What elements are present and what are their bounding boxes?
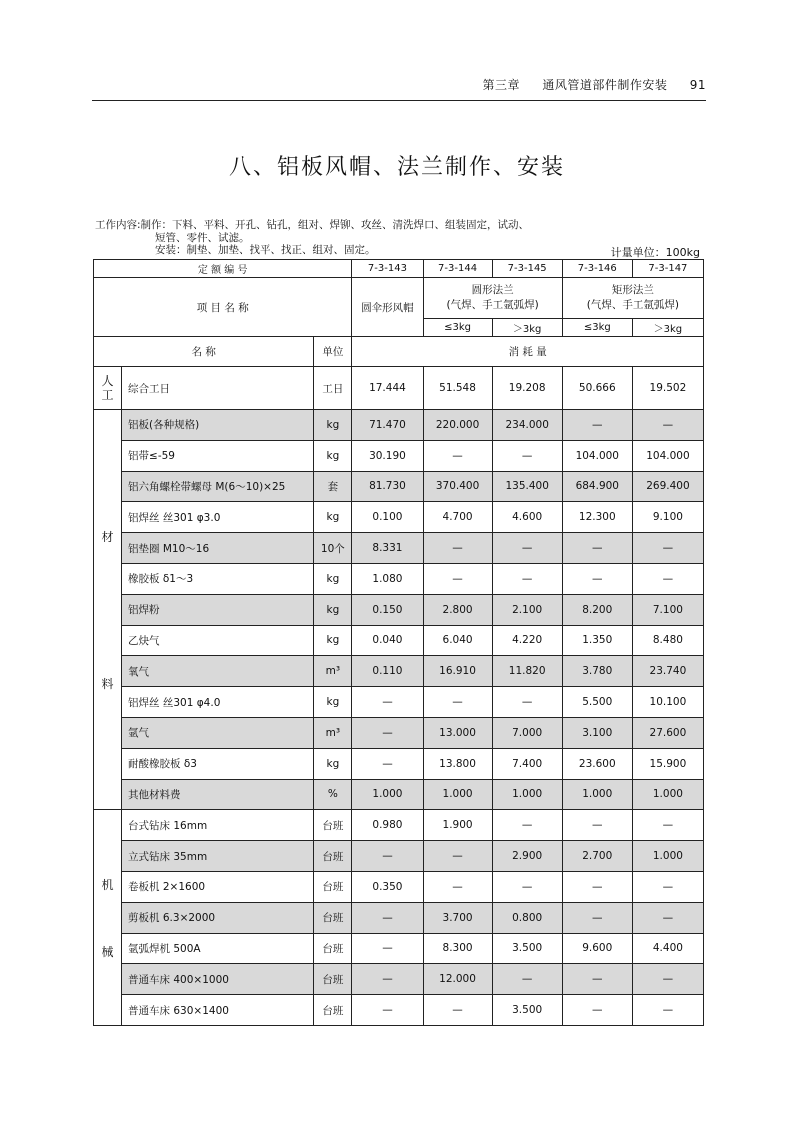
table-row — [94, 748, 704, 779]
resource-unit: % — [314, 779, 352, 810]
value-cell: — — [352, 841, 423, 872]
resource-name: 氩气 — [122, 717, 314, 748]
value-cell: — — [632, 810, 703, 841]
value-cell: 3.100 — [562, 717, 632, 748]
value-cell: 51.548 — [423, 367, 492, 410]
resource-unit: 台班 — [314, 964, 352, 995]
value-cell: 1.000 — [632, 841, 703, 872]
value-cell: 135.400 — [492, 471, 562, 502]
value-cell: — — [632, 563, 703, 594]
value-cell: 1.000 — [352, 779, 423, 810]
resource-name: 铝焊丝 丝301 φ3.0 — [122, 502, 314, 533]
value-cell: — — [492, 687, 562, 718]
item-rect-flange-title: 矩形法兰 — [611, 284, 654, 296]
value-cell: 2.900 — [492, 841, 562, 872]
resource-name: 立式钻床 35mm — [122, 841, 314, 872]
value-cell: — — [352, 964, 423, 995]
value-cell: 1.000 — [562, 779, 632, 810]
value-cell: 71.470 — [352, 410, 423, 441]
value-cell: 10.100 — [632, 687, 703, 718]
quota-table — [93, 259, 704, 1026]
table-row — [94, 871, 704, 902]
value-cell: 1.900 — [423, 810, 492, 841]
value-cell: 4.600 — [492, 502, 562, 533]
header-consume: 消 耗 量 — [352, 337, 704, 367]
item-round-flange — [423, 278, 562, 319]
section-label: 通风管道部件制作安装 — [542, 78, 668, 92]
value-cell: 0.350 — [352, 871, 423, 902]
resource-unit: 台班 — [314, 995, 352, 1026]
resource-unit: 台班 — [314, 871, 352, 902]
table-row — [94, 625, 704, 656]
value-cell: 2.700 — [562, 841, 632, 872]
table-row — [94, 367, 704, 410]
value-cell: — — [352, 748, 423, 779]
value-cell: — — [562, 871, 632, 902]
table-row — [94, 533, 704, 564]
value-cell: — — [492, 810, 562, 841]
table-row — [94, 779, 704, 810]
value-cell: — — [423, 841, 492, 872]
resource-name: 普通车床 400×1000 — [122, 964, 314, 995]
value-cell: 13.000 — [423, 717, 492, 748]
item-round-flange-title: 圆形法兰 — [471, 284, 514, 296]
table-row — [94, 995, 704, 1026]
value-cell: 8.331 — [352, 533, 423, 564]
resource-unit: 工日 — [314, 367, 352, 410]
value-cell: 50.666 — [562, 367, 632, 410]
value-cell: — — [423, 687, 492, 718]
work-line-1: 制作：下料、平料、开孔、钻孔，组对、焊铆、攻丝、清洗焊口、组装固定，试动、 — [140, 219, 530, 231]
value-cell: 0.040 — [352, 625, 423, 656]
value-cell: 13.800 — [423, 748, 492, 779]
material-category-label-1: 材 — [101, 529, 114, 544]
value-cell: 7.000 — [492, 717, 562, 748]
value-cell: 19.502 — [632, 367, 703, 410]
item-round-cap: 圆伞形风帽 — [352, 278, 423, 337]
page-number: 91 — [689, 78, 706, 92]
sub-gt-3kg: ＞3kg — [492, 319, 562, 337]
value-cell: 3.500 — [492, 933, 562, 964]
measure-unit: 计量单位：100kg — [610, 246, 700, 259]
table-row — [94, 594, 704, 625]
value-cell: 81.730 — [352, 471, 423, 502]
work-label: 工作内容: — [95, 219, 141, 231]
resource-unit: kg — [314, 594, 352, 625]
work-line-3: 安装：制垫、加垫、找平、找正、组对、固定。 — [155, 244, 376, 256]
table-row — [94, 810, 704, 841]
material-category — [94, 410, 122, 810]
value-cell: 2.800 — [423, 594, 492, 625]
value-cell: 3.780 — [562, 656, 632, 687]
value-cell: 1.000 — [632, 779, 703, 810]
value-cell: 0.800 — [492, 902, 562, 933]
resource-name: 台式钻床 16mm — [122, 810, 314, 841]
value-cell: 0.100 — [352, 502, 423, 533]
value-cell: — — [632, 533, 703, 564]
value-cell: 17.444 — [352, 367, 423, 410]
value-cell: — — [632, 995, 703, 1026]
resource-unit: 台班 — [314, 902, 352, 933]
value-cell: 0.980 — [352, 810, 423, 841]
sub-le-3kg: ≤3kg — [562, 319, 632, 337]
value-cell: — — [562, 563, 632, 594]
header-name: 名 称 — [94, 337, 314, 367]
machine-category-label-2: 械 — [101, 944, 114, 959]
item-rect-flange — [562, 278, 703, 319]
value-cell: — — [352, 687, 423, 718]
value-cell: 3.700 — [423, 902, 492, 933]
value-cell: — — [562, 902, 632, 933]
value-cell: 30.190 — [352, 440, 423, 471]
resource-name: 剪板机 6.3×2000 — [122, 902, 314, 933]
value-cell: — — [352, 902, 423, 933]
value-cell: — — [352, 995, 423, 1026]
resource-unit: kg — [314, 748, 352, 779]
machine-category — [94, 810, 122, 1026]
value-cell: 8.200 — [562, 594, 632, 625]
item-round-flange-sub: (气焊、手工氩弧焊) — [446, 299, 539, 311]
value-cell: 370.400 — [423, 471, 492, 502]
value-cell: 23.600 — [562, 748, 632, 779]
table-row — [94, 902, 704, 933]
value-cell: 684.900 — [562, 471, 632, 502]
resource-unit: 台班 — [314, 810, 352, 841]
value-cell: — — [423, 533, 492, 564]
code-cell: 7-3-146 — [562, 260, 632, 278]
resource-name: 铝六角螺栓带螺母 M(6～10)×25 — [122, 471, 314, 502]
table-row — [94, 841, 704, 872]
value-cell: 6.040 — [423, 625, 492, 656]
value-cell: 7.100 — [632, 594, 703, 625]
value-cell: 269.400 — [632, 471, 703, 502]
material-category-label-2: 料 — [101, 676, 114, 691]
value-cell: — — [492, 533, 562, 564]
value-cell: — — [492, 964, 562, 995]
header-item: 项 目 名 称 — [94, 278, 352, 337]
machine-category-label-1: 机 — [101, 877, 114, 892]
value-cell: 4.220 — [492, 625, 562, 656]
value-cell: — — [423, 440, 492, 471]
value-cell: — — [562, 810, 632, 841]
labor-category — [94, 367, 122, 410]
value-cell: — — [423, 995, 492, 1026]
table-row — [94, 440, 704, 471]
chapter-info — [465, 76, 706, 93]
resource-name: 铝焊粉 — [122, 594, 314, 625]
table-row — [94, 502, 704, 533]
value-cell: — — [423, 563, 492, 594]
resource-name: 卷板机 2×1600 — [122, 871, 314, 902]
resource-name: 铝板(各种规格) — [122, 410, 314, 441]
code-cell: 7-3-144 — [423, 260, 492, 278]
resource-unit: m³ — [314, 656, 352, 687]
value-cell: 7.400 — [492, 748, 562, 779]
value-cell: — — [632, 902, 703, 933]
resource-name: 橡胶板 δ1～3 — [122, 563, 314, 594]
value-cell: — — [423, 871, 492, 902]
resource-name: 氩弧焊机 500A — [122, 933, 314, 964]
value-cell: 5.500 — [562, 687, 632, 718]
resource-name: 综合工日 — [122, 367, 314, 410]
table-row — [94, 471, 704, 502]
value-cell: 9.600 — [562, 933, 632, 964]
value-cell: 1.350 — [562, 625, 632, 656]
code-cell: 7-3-145 — [492, 260, 562, 278]
value-cell: 0.150 — [352, 594, 423, 625]
work-line-2: 短管、零件、试滤。 — [155, 231, 250, 244]
value-cell: 27.600 — [632, 717, 703, 748]
resource-unit: 台班 — [314, 841, 352, 872]
resource-name: 铝带≤-59 — [122, 440, 314, 471]
value-cell: 220.000 — [423, 410, 492, 441]
value-cell: 8.480 — [632, 625, 703, 656]
resource-name: 耐酸橡胶板 δ3 — [122, 748, 314, 779]
value-cell: 12.000 — [423, 964, 492, 995]
value-cell: — — [352, 933, 423, 964]
value-cell: 104.000 — [632, 440, 703, 471]
resource-name: 铝垫圈 M10～16 — [122, 533, 314, 564]
table-row — [94, 687, 704, 718]
table-row — [94, 656, 704, 687]
resource-unit: kg — [314, 410, 352, 441]
code-cell: 7-3-147 — [632, 260, 703, 278]
resource-name: 普通车床 630×1400 — [122, 995, 314, 1026]
value-cell: — — [352, 717, 423, 748]
work-content — [95, 219, 700, 257]
value-cell: 3.500 — [492, 995, 562, 1026]
sub-gt-3kg: ＞3kg — [632, 319, 703, 337]
resource-unit: 台班 — [314, 933, 352, 964]
value-cell: 234.000 — [492, 410, 562, 441]
value-cell: — — [632, 871, 703, 902]
value-cell: — — [562, 410, 632, 441]
labor-category-label: 人工 — [101, 374, 114, 402]
value-cell: 104.000 — [562, 440, 632, 471]
resource-unit: kg — [314, 563, 352, 594]
header-unit: 单位 — [314, 337, 352, 367]
resource-unit: 10个 — [314, 533, 352, 564]
resource-name: 铝焊丝 丝301 φ4.0 — [122, 687, 314, 718]
value-cell: 0.110 — [352, 656, 423, 687]
code-cell: 7-3-143 — [352, 260, 423, 278]
resource-name: 氧气 — [122, 656, 314, 687]
table-row — [94, 717, 704, 748]
value-cell: — — [492, 440, 562, 471]
value-cell: 16.910 — [423, 656, 492, 687]
value-cell: 9.100 — [632, 502, 703, 533]
value-cell: 8.300 — [423, 933, 492, 964]
table-row — [94, 964, 704, 995]
value-cell: — — [562, 533, 632, 564]
resource-unit: kg — [314, 687, 352, 718]
item-rect-flange-sub: (气焊、手工氩弧焊) — [586, 299, 679, 311]
table-row — [94, 563, 704, 594]
value-cell: 12.300 — [562, 502, 632, 533]
resource-name: 其他材料费 — [122, 779, 314, 810]
page-header — [92, 74, 706, 101]
value-cell: — — [562, 995, 632, 1026]
sub-le-3kg: ≤3kg — [423, 319, 492, 337]
value-cell: 4.700 — [423, 502, 492, 533]
header-code: 定 额 编 号 — [94, 260, 352, 278]
table-row — [94, 410, 704, 441]
value-cell: 19.208 — [492, 367, 562, 410]
resource-unit: m³ — [314, 717, 352, 748]
value-cell: — — [562, 964, 632, 995]
resource-name: 乙炔气 — [122, 625, 314, 656]
resource-unit: kg — [314, 440, 352, 471]
value-cell: — — [632, 410, 703, 441]
value-cell: 1.000 — [423, 779, 492, 810]
value-cell: 1.080 — [352, 563, 423, 594]
chapter-label: 第三章 — [482, 78, 521, 92]
page-title: 八、铝板风帽、法兰制作、安装 — [228, 155, 565, 180]
value-cell: — — [632, 964, 703, 995]
value-cell: 4.400 — [632, 933, 703, 964]
value-cell: — — [492, 871, 562, 902]
resource-unit: kg — [314, 502, 352, 533]
resource-unit: kg — [314, 625, 352, 656]
value-cell: 2.100 — [492, 594, 562, 625]
table-row — [94, 933, 704, 964]
value-cell: 15.900 — [632, 748, 703, 779]
value-cell: — — [492, 563, 562, 594]
value-cell: 23.740 — [632, 656, 703, 687]
value-cell: 11.820 — [492, 656, 562, 687]
value-cell: 1.000 — [492, 779, 562, 810]
resource-unit: 套 — [314, 471, 352, 502]
